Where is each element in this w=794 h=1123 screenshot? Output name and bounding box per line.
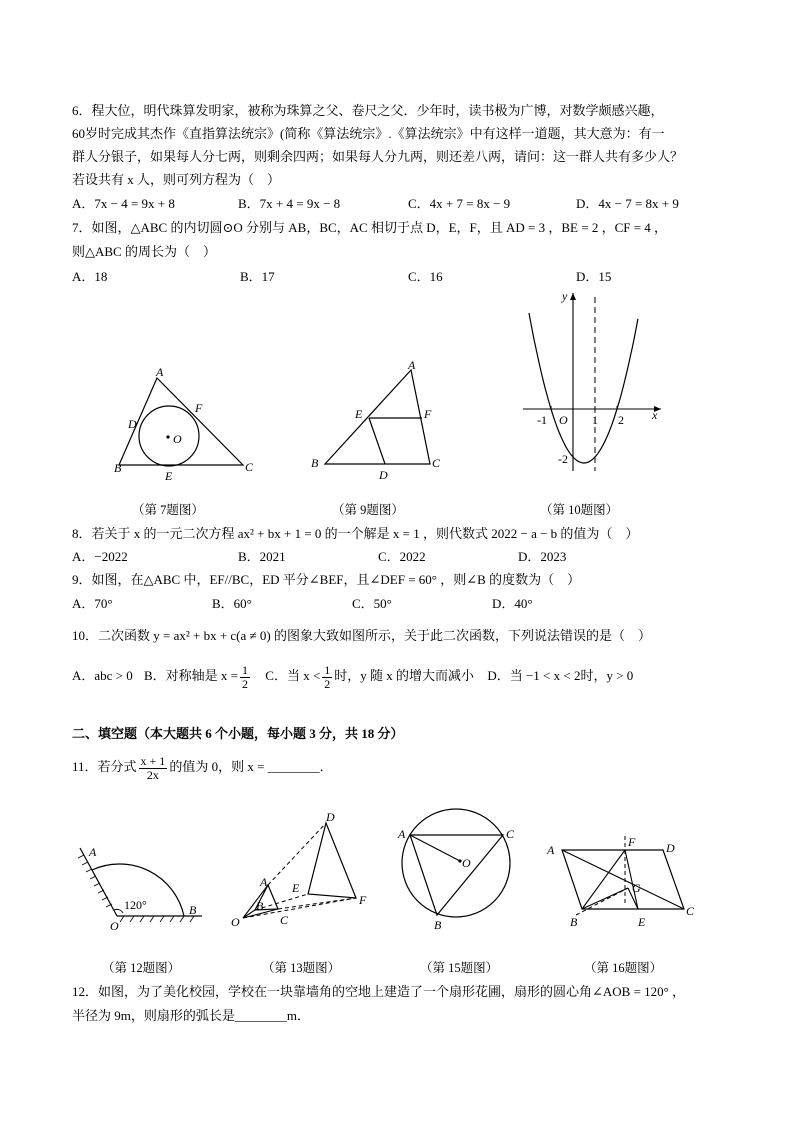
fig9-label-f: F <box>424 407 432 421</box>
q12-line1: 12．如图，为了美化校园，学校在一块靠墙角的空地上建造了一个扇形花圃，扇形的圆心角∠AOB = 120° ， <box>72 984 686 999</box>
fig16-label-b: B <box>570 915 578 929</box>
q6-line2: 60岁时完成其杰作《直指算法统宗》(简称《算法统宗》.《算法统宗》中有这样一道题，其大意为：有一 <box>72 126 665 141</box>
q7-option-b: B．17 <box>240 269 275 284</box>
q8-option-d: D．2023 <box>518 549 567 564</box>
q6-line1: 6．程大位，明代珠算发明家，被称为珠算之父、卷尺之父．少年时，读书极为广博，对数学颇感兴趣， <box>72 103 664 118</box>
fig10-label-1: 1 <box>592 413 598 427</box>
fig12-label-a: A <box>89 845 97 859</box>
fig9-caption: （第 9题图） <box>332 503 404 517</box>
fig13-label-b: B <box>256 899 264 913</box>
fig13-label-c: C <box>280 913 289 927</box>
fig7-label-d: D <box>128 417 137 431</box>
figure-12 <box>72 838 212 933</box>
q6-option-d: D．4x − 7 = 8x + 9 <box>576 196 679 211</box>
fig13-label-f: F <box>359 893 367 907</box>
fig12-label-b: B <box>189 903 197 917</box>
q8-option-a: A．−2022 <box>72 549 128 564</box>
q8-option-c: C．2022 <box>378 549 426 564</box>
q11-denominator: 2x <box>146 767 159 782</box>
fig10-label-neg1: -1 <box>537 413 547 427</box>
q11-prefix: 11．若分式 <box>72 759 137 774</box>
q10-frac-half-b: $\frac{1}{2}$ <box>242 662 249 691</box>
q10-option-b: B．对称轴是 x = $\frac{1}{2}$ <box>144 662 249 691</box>
q10-option-c: C．当 x < $\frac{1}{2}$ 时，y 随 x 的增大而减小 <box>265 662 475 691</box>
fig13-label-d: D <box>326 810 335 824</box>
figure-10 <box>515 285 670 475</box>
fig12-label-o: O <box>110 919 119 933</box>
fig9-label-d: D <box>379 468 388 481</box>
fig7-label-e: E <box>165 469 173 483</box>
q7-option-c: C．16 <box>408 269 443 284</box>
fig7-label-o: O <box>173 432 182 446</box>
fig9-label-a: A <box>408 358 416 372</box>
fig7-label-a: A <box>156 365 164 379</box>
fig9-label-b: B <box>311 456 319 470</box>
fig16-label-e: E <box>638 915 646 929</box>
q9-option-b: B．60° <box>212 596 252 611</box>
fig15-label-o: O <box>462 856 471 870</box>
q7-option-a: A．18 <box>72 269 108 284</box>
q6-option-a: A．7x − 4 = 9x + 8 <box>72 196 175 211</box>
fig10-label-x: x <box>652 408 658 422</box>
fig15-label-c: C <box>506 827 515 841</box>
q6-line3: 群人分银子，如果每人分七两，则剩余四两；如果每人分九两，则还差八两，请问：这一群人共有多少人？ <box>72 149 684 164</box>
q9-option-c: C．50° <box>352 596 392 611</box>
figure-9 <box>305 356 455 481</box>
q9-line1: 9．如图，在△ABC 中，EF//BC，ED 平分∠BEF，且∠DEF = 60° ，则∠B 的度数为（ ） <box>72 572 581 587</box>
fig7-label-b: B <box>114 461 122 475</box>
q10-frac-half-c: $\frac{1}{2}$ <box>324 662 331 691</box>
q10-options <box>72 660 633 692</box>
fig16-label-c: C <box>686 904 695 918</box>
fig10-label-o: O <box>559 413 568 427</box>
section-2-heading: 二、填空题（本大题共 6 个小题，每小题 3 分，共 18 分） <box>72 726 404 741</box>
q12-line2: 半径为 9m，则扇形的弧长是________m． <box>72 1008 310 1023</box>
fig13-label-a: A <box>260 875 268 889</box>
q8-line1: 8．若关于 x 的一元二次方程 ax² + bx + 1 = 0 的一个解是 x = 1 ，则代数式 2022 − a − b 的值为（ ） <box>72 526 639 541</box>
fig9-label-c: C <box>432 456 441 470</box>
q10-line1: 10．二次函数 y = ax² + bx + c(a ≠ 0) 的图象大致如图所示，关于此二次函数，下列说法错误的是（ ） <box>72 628 651 643</box>
fig12-caption: （第 12题图） <box>102 961 181 975</box>
fig10-label-y: y <box>562 289 568 303</box>
fig10-caption: （第 10题图） <box>540 503 619 517</box>
fig10-parabola <box>529 313 638 463</box>
q7-line1: 7．如图，△ABC 的内切圆⊙O 分别与 AB，BC，AC 相切于点 D，E，F，且 AD = 3 ，BE = 2 ，CF = 4 ， <box>72 220 668 235</box>
fig13-caption: （第 13题图） <box>262 961 341 975</box>
figure-16 <box>542 830 702 930</box>
fig10-label-2: 2 <box>618 413 624 427</box>
q11-numerator: x + 1 <box>140 753 166 768</box>
fig16-label-f: F <box>628 835 636 849</box>
q11-fraction <box>139 755 168 782</box>
q6-option-c: C．4x + 7 = 8x − 9 <box>408 196 511 211</box>
fig16-label-a: A <box>547 843 555 857</box>
q11-line <box>72 750 333 784</box>
fig15-label-a: A <box>398 827 406 841</box>
q10-option-d: D．当 −1 < x < 2时，y > 0 <box>487 668 634 683</box>
fig13-label-e: E <box>292 881 300 895</box>
q8-option-b: B．2021 <box>238 549 286 564</box>
fig7-label-c: C <box>245 460 254 474</box>
fig16-label-g: G <box>632 881 641 895</box>
q6-option-b: B．7x + 4 = 9x − 8 <box>238 196 341 211</box>
q10-option-a: A．abc > 0 <box>72 668 133 683</box>
figure-7 <box>100 360 270 485</box>
fig12-label-angle: 120° <box>124 898 147 912</box>
fig15-caption: （第 15题图） <box>420 961 499 975</box>
figure-13 <box>228 808 376 930</box>
q9-option-d: D．40° <box>492 596 533 611</box>
fig7-label-f: F <box>195 401 203 415</box>
fig16-caption: （第 16题图） <box>584 961 663 975</box>
q7-line2: 则△ABC 的周长为（ ） <box>72 244 216 259</box>
fig16-label-d: D <box>666 841 675 855</box>
figure-15 <box>394 808 529 933</box>
q6-line4: 若设共有 x 人，则可列方程为（ ） <box>72 172 281 187</box>
fig15-label-b: B <box>434 918 442 932</box>
fig7-caption: （第 7题图） <box>132 503 204 517</box>
fig10-label-neg2: -2 <box>558 452 568 466</box>
q9-option-a: A．70° <box>72 596 113 611</box>
q11-suffix: 的值为 0，则 x = ________． <box>169 759 333 774</box>
fig13-label-o: O <box>231 915 240 929</box>
fig9-label-e: E <box>355 407 363 421</box>
q7-option-d: D．15 <box>576 269 612 284</box>
